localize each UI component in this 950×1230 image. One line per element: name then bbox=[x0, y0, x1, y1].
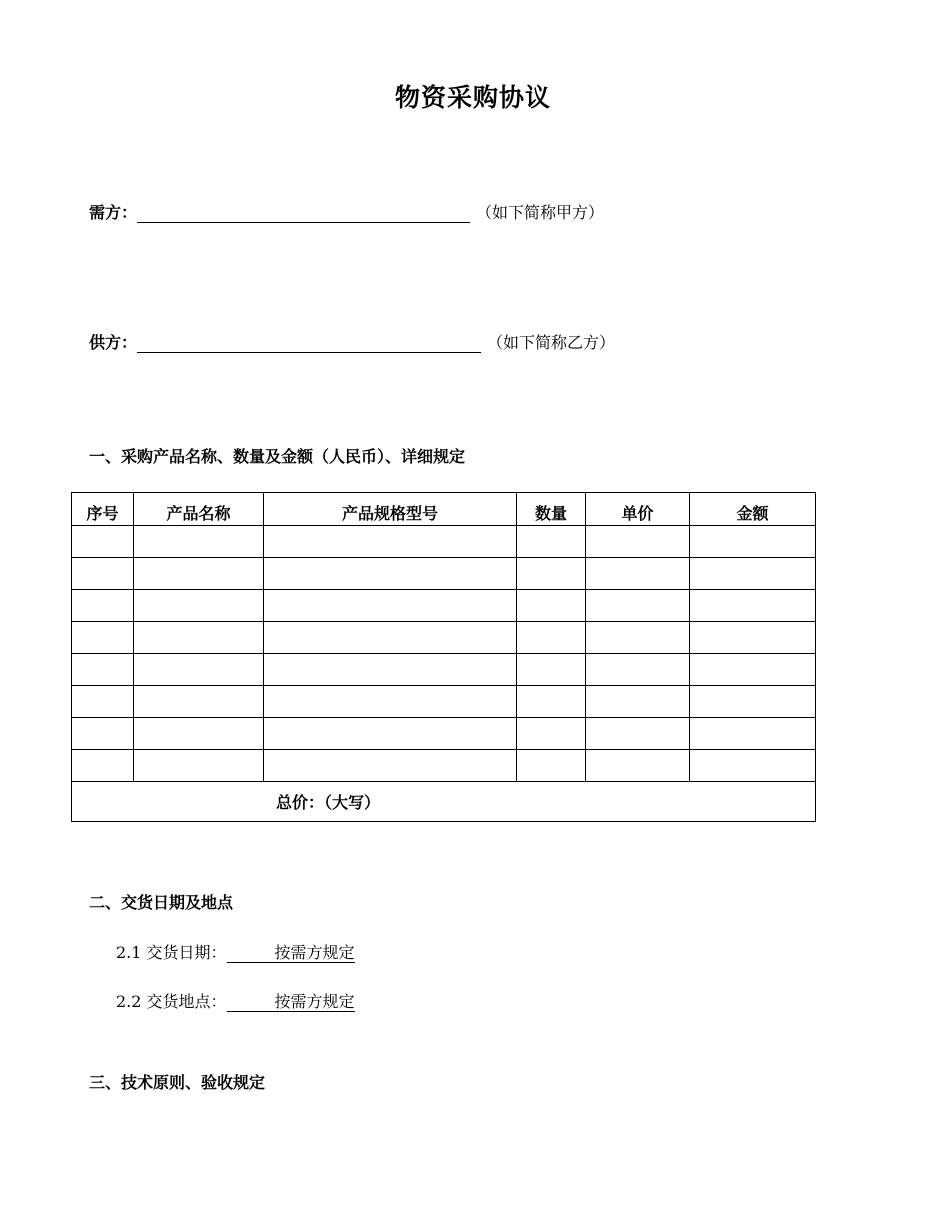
buyer-note: （如下简称甲方） bbox=[476, 203, 605, 222]
section-1-heading: 一、采购产品名称、数量及金额（人民币）、详细规定 bbox=[89, 447, 466, 466]
supplier-label: 供方： bbox=[89, 333, 138, 352]
table-cell bbox=[517, 686, 586, 718]
col-header-unit-price: 单价 bbox=[586, 493, 690, 526]
table-cell bbox=[690, 558, 816, 590]
table-cell bbox=[690, 750, 816, 782]
product-table bbox=[71, 492, 816, 822]
table-cell bbox=[517, 654, 586, 686]
table-cell bbox=[72, 686, 134, 718]
table-cell bbox=[517, 718, 586, 750]
table-cell bbox=[264, 558, 517, 590]
table-cell bbox=[264, 718, 517, 750]
table-cell bbox=[586, 686, 690, 718]
table-cell bbox=[586, 558, 690, 590]
table-cell bbox=[264, 750, 517, 782]
table-cell bbox=[586, 526, 690, 558]
section-2-heading: 二、交货日期及地点 bbox=[89, 893, 234, 912]
table-cell bbox=[517, 622, 586, 654]
col-header-index: 序号 bbox=[72, 493, 134, 526]
table-cell bbox=[690, 686, 816, 718]
col-header-spec-model: 产品规格型号 bbox=[264, 493, 517, 526]
table-cell bbox=[690, 622, 816, 654]
table-cell bbox=[690, 654, 816, 686]
delivery-place-line bbox=[116, 989, 355, 1012]
col-header-product-name: 产品名称 bbox=[134, 493, 264, 526]
table-cell bbox=[72, 654, 134, 686]
table-cell bbox=[72, 718, 134, 750]
total-price-label: 总价：（大写） bbox=[72, 782, 816, 822]
table-cell bbox=[517, 590, 586, 622]
table-cell bbox=[134, 654, 264, 686]
table-row bbox=[72, 590, 816, 622]
total-row bbox=[72, 782, 816, 822]
table-cell bbox=[690, 526, 816, 558]
col-header-quantity: 数量 bbox=[517, 493, 586, 526]
supplier-note: （如下简称乙方） bbox=[487, 333, 616, 352]
table-cell bbox=[72, 558, 134, 590]
delivery-date-line bbox=[116, 940, 355, 963]
buyer-line bbox=[89, 202, 604, 224]
table-cell bbox=[517, 558, 586, 590]
table-cell bbox=[586, 750, 690, 782]
table-cell bbox=[517, 526, 586, 558]
table-cell bbox=[586, 718, 690, 750]
table-row bbox=[72, 750, 816, 782]
table-row bbox=[72, 558, 816, 590]
table-cell bbox=[690, 590, 816, 622]
section-3-heading: 三、技术原则、验收规定 bbox=[89, 1073, 266, 1092]
table-cell bbox=[72, 590, 134, 622]
table-cell bbox=[264, 654, 517, 686]
buyer-label: 需方： bbox=[89, 203, 138, 222]
supplier-line bbox=[89, 332, 615, 354]
table-cell bbox=[134, 622, 264, 654]
table-cell bbox=[134, 718, 264, 750]
table-cell bbox=[517, 750, 586, 782]
delivery-place-label: 2.2 交货地点： bbox=[116, 992, 227, 1011]
table-cell bbox=[690, 718, 816, 750]
buyer-fill-blank bbox=[137, 202, 470, 223]
table-cell bbox=[586, 590, 690, 622]
table-cell bbox=[72, 750, 134, 782]
table-cell bbox=[586, 622, 690, 654]
table-cell bbox=[134, 590, 264, 622]
table-cell bbox=[134, 686, 264, 718]
table-cell bbox=[72, 526, 134, 558]
table-cell bbox=[264, 526, 517, 558]
table-cell bbox=[134, 526, 264, 558]
table-cell bbox=[586, 654, 690, 686]
table-cell bbox=[264, 622, 517, 654]
col-header-amount: 金额 bbox=[690, 493, 816, 526]
table-cell bbox=[134, 750, 264, 782]
supplier-fill-blank bbox=[137, 332, 481, 353]
delivery-date-value: 按需方规定 bbox=[227, 944, 355, 963]
table-header-row bbox=[72, 493, 816, 526]
table-cell bbox=[264, 590, 517, 622]
table-cell bbox=[264, 686, 517, 718]
delivery-place-value: 按需方规定 bbox=[227, 993, 355, 1012]
table-cell bbox=[72, 622, 134, 654]
document-title: 物资采购协议 bbox=[394, 83, 551, 112]
delivery-date-label: 2.1 交货日期： bbox=[116, 943, 227, 962]
table-cell bbox=[134, 558, 264, 590]
table-row bbox=[72, 654, 816, 686]
table-row bbox=[72, 622, 816, 654]
table-row bbox=[72, 686, 816, 718]
table-row bbox=[72, 718, 816, 750]
table-row bbox=[72, 526, 816, 558]
